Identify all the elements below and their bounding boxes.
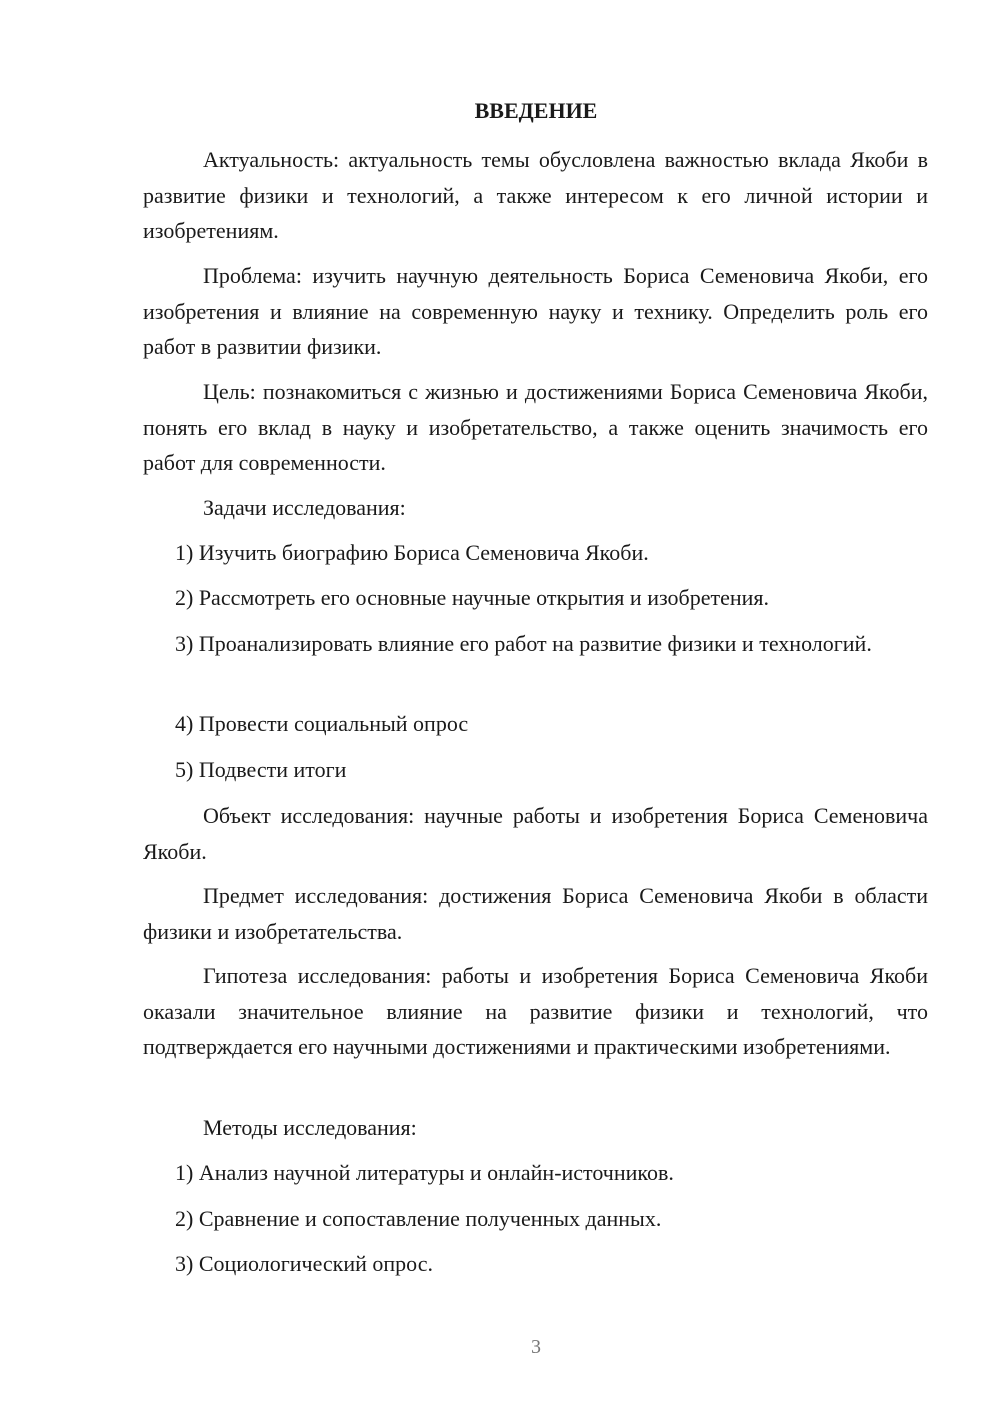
task-item-3: 3) Проанализировать влияние его работ на развитие физики и технологий. bbox=[175, 631, 872, 656]
task-item-2: 2) Рассмотреть его основные научные открытия и изобретения. bbox=[175, 585, 770, 610]
method-item-2: 2) Сравнение и сопоставление полученных данных. bbox=[175, 1206, 662, 1231]
subject-paragraph: Предмет исследования: достижения Бориса Семеновича Якоби в области физики и изобретательства. bbox=[143, 883, 928, 944]
page-number: 3 bbox=[531, 1336, 541, 1358]
methods-heading: Методы исследования: bbox=[203, 1115, 417, 1140]
task-item-1: 1) Изучить биографию Бориса Семеновича Якоби. bbox=[175, 540, 649, 565]
problem-paragraph: Проблема: изучить научную деятельность Бориса Семеновича Якоби, его изобретения и влияние на современную науку и технику. Определить роль его работ в развитии физики. bbox=[143, 263, 928, 359]
tasks-heading: Задачи исследования: bbox=[203, 495, 406, 520]
relevance-paragraph: Актуальность: актуальность темы обусловлена важностью вклада Якоби в развитие физики и технологий, а также интересом к его личной истории и изобретениям. bbox=[143, 147, 928, 243]
hypothesis-paragraph: Гипотеза исследования: работы и изобретения Бориса Семеновича Якоби оказали значительное влияние на развитие физики и технологий, что подтверждается его научными достижениями и практическими изобретениями. bbox=[143, 963, 928, 1059]
method-item-3: 3) Социологический опрос. bbox=[175, 1251, 433, 1276]
object-paragraph: Объект исследования: научные работы и изобретения Бориса Семеновича Якоби. bbox=[143, 803, 928, 864]
page-title: ВВЕДЕНИЕ bbox=[474, 98, 598, 123]
goal-paragraph: Цель: познакомиться с жизнью и достижениями Бориса Семеновича Якоби, понять его вклад в науку и изобретательство, а также оценить значимость его работ для современности. bbox=[143, 379, 928, 475]
task-item-5: 5) Подвести итоги bbox=[175, 757, 347, 782]
method-item-1: 1) Анализ научной литературы и онлайн-источников. bbox=[175, 1160, 674, 1185]
task-item-4: 4) Провести социальный опрос bbox=[175, 711, 469, 736]
